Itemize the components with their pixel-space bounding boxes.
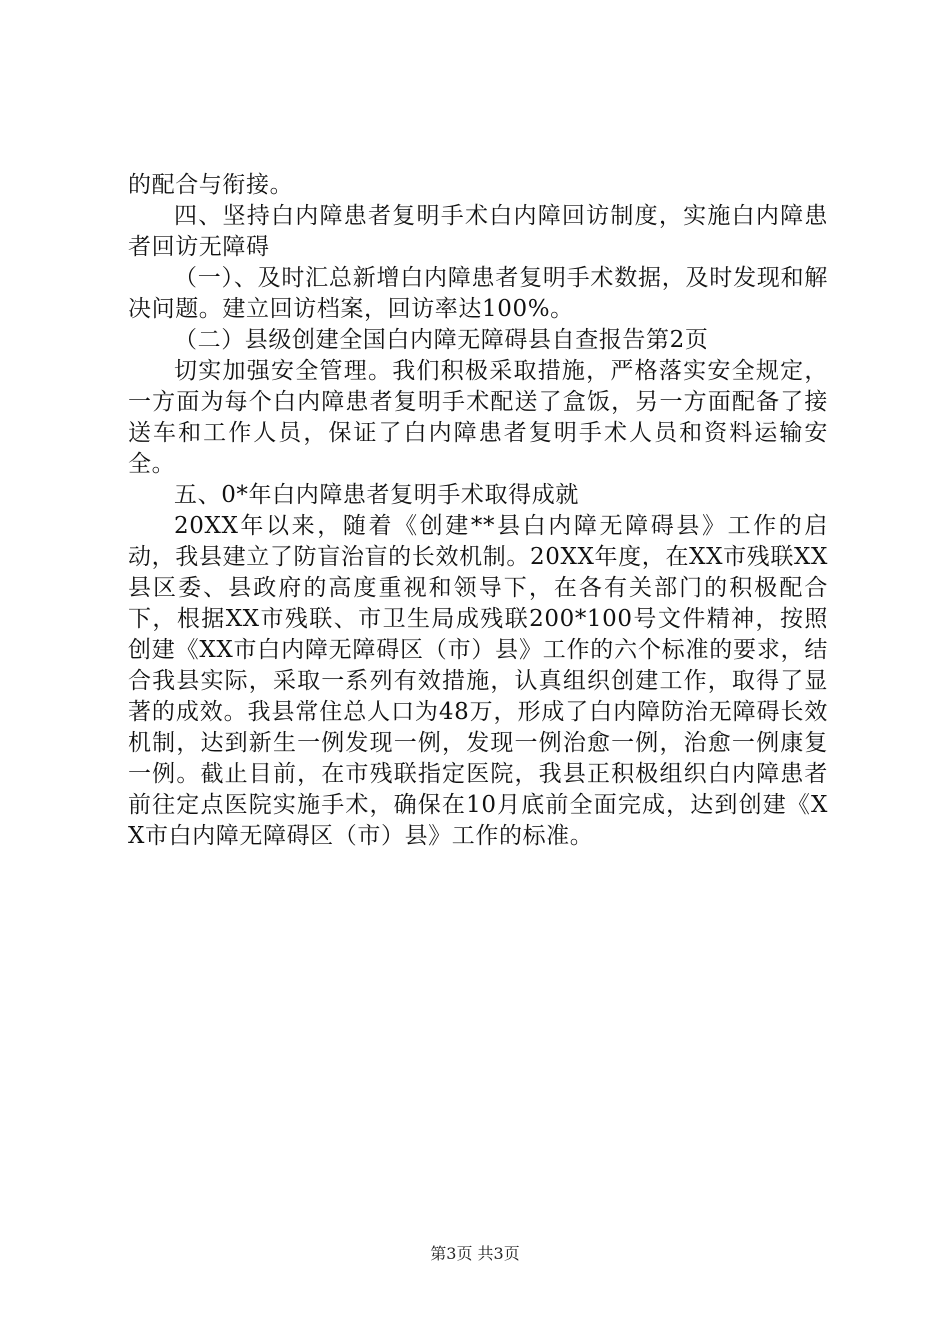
paragraph-item-two: （二）县级创建全国白内障无障碍县自查报告第2页 [174, 327, 709, 353]
document-body [128, 170, 828, 852]
paragraph-continuation: 的配合与衔接。 [128, 172, 294, 198]
page-number-footer: 第3页 共3页 [430, 1244, 520, 1263]
paragraph-safety: 切实加强安全管理。我们积极采取措施，严格落实安全规定，一方面为每个白内障患者复明手术配送了盒饭，另一方面配备了接送车和工作人员，保证了白内障患者复明手术人员和资料运输安全。 [128, 358, 828, 477]
section-heading-five: 五、0*年白内障患者复明手术取得成就 [174, 482, 579, 508]
paragraph-achievements: 20XX年以来，随着《创建**县白内障无障碍县》工作的启动，我县建立了防盲治盲的长效机制。20XX年度，在XX市残联XX县区委、县政府的高度重视和领导下，在各有关部门的积极配合下，根据XX市残联、市卫生局成残联200*100号文件精神，按照创建《XX市白内障无障碍区（市）县》工作的六个标准的要求，结合我县实际，采取一系列有效措施，认真组织创建工作，取得了显著的成效。我县常住总人口为48万，形成了白内障防治无障碍长效机制，达到新生一例发现一例，发现一例治愈一例，治愈一例康复一例。截止目前，在市残联指定医院，我县正积极组织白内障患者前往定点医院实施手术，确保在10月底前全面完成，达到创建《XX市白内障无障碍区（市）县》工作的标准。 [128, 513, 828, 849]
section-heading-four: 四、坚持白内障患者复明手术白内障回访制度，实施白内障患者回访无障碍 [128, 203, 828, 260]
paragraph-item-one: （一）、及时汇总新增白内障患者复明手术数据，及时发现和解决问题。建立回访档案，回访率达100%。 [128, 265, 828, 322]
